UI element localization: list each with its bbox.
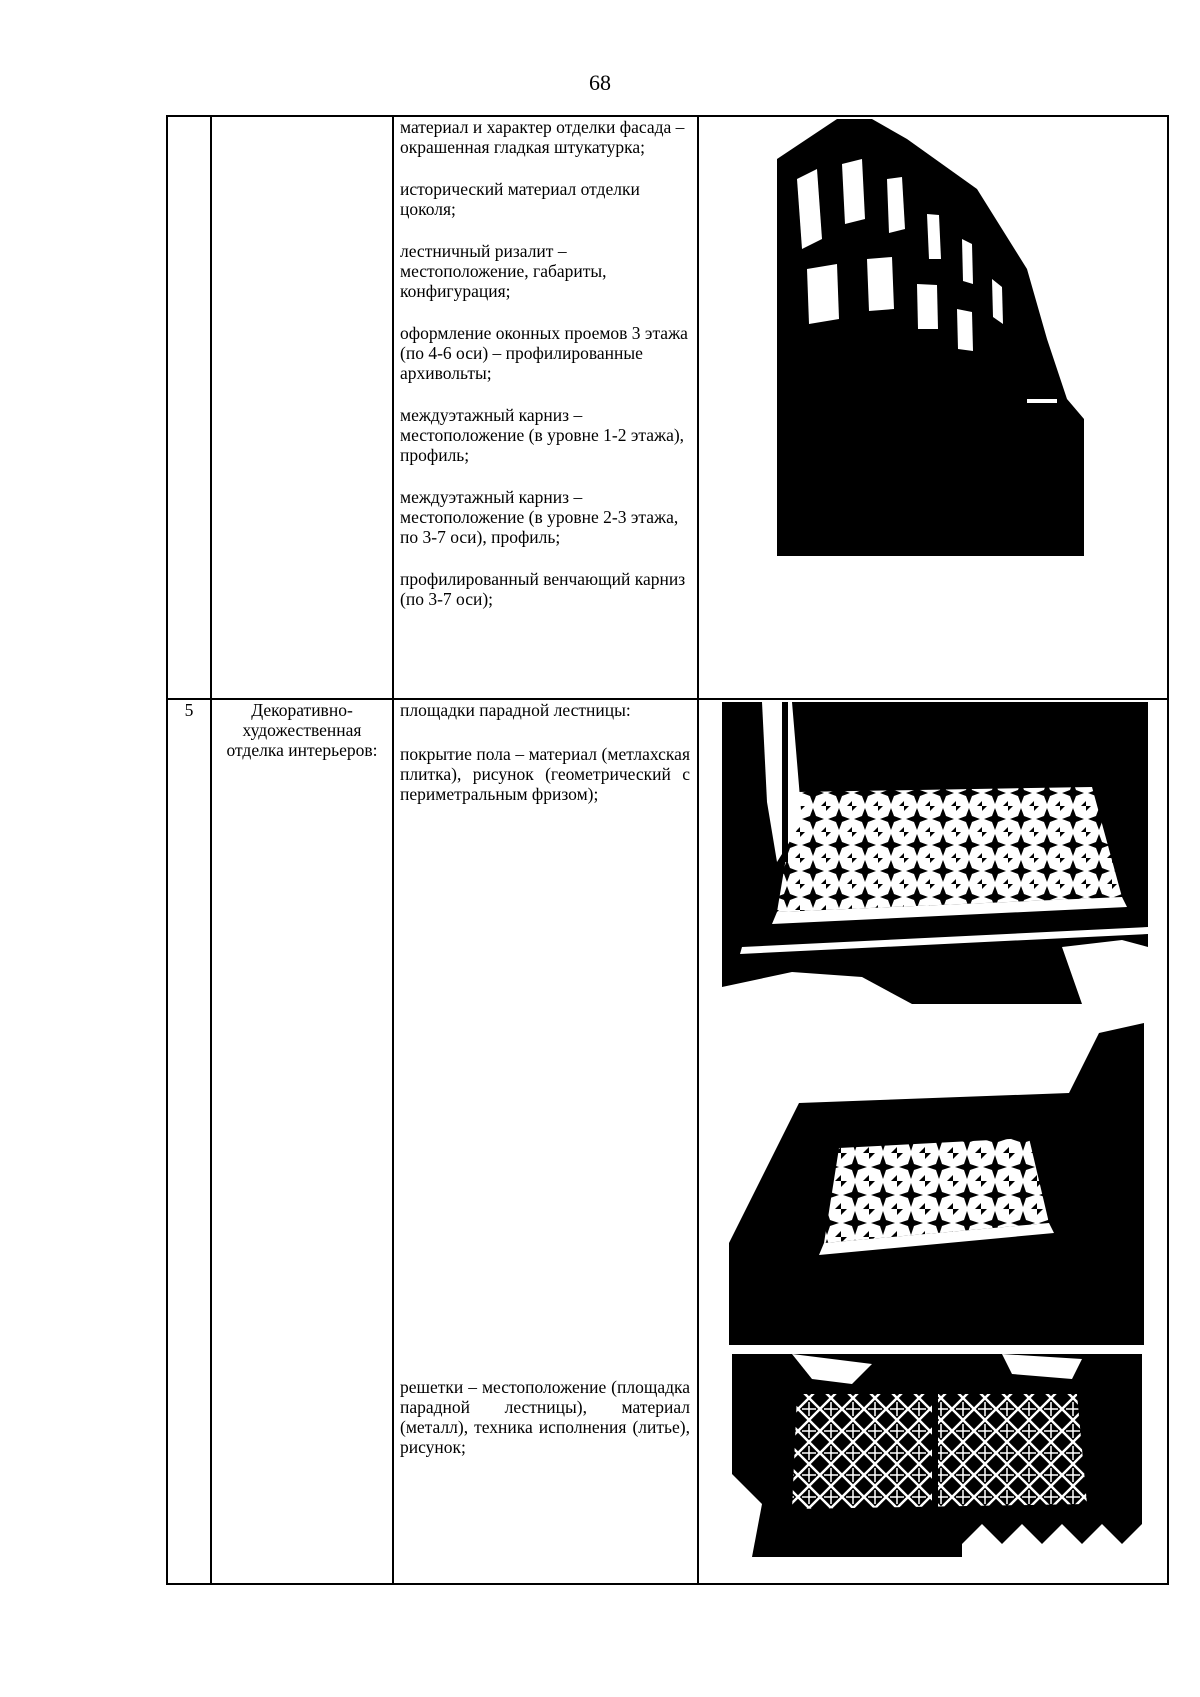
description-item: оформление оконных проемов 3 этажа (по 4-6 оси) – профилированные архивольты; xyxy=(400,323,688,383)
floor-covering-description: покрытие пола – материал (метлахская плитка), рисунок (геометрический с периметральным фризом); xyxy=(400,744,690,804)
staircase-landing-label: площадки парадной лестницы: xyxy=(400,700,631,720)
grilles-description: решетки – местоположение (площадка парадной лестницы), материал (металл), техника исполнения (литье), рисунок; xyxy=(400,1377,690,1457)
description-item: лестничный ризалит – местоположение, габариты, конфигурация; xyxy=(400,241,607,301)
page-number: 68 xyxy=(589,70,611,95)
floor-tile-photo xyxy=(729,1013,1144,1345)
row-number: 5 xyxy=(184,700,194,720)
description-item: материал и характер отделки фасада – окрашенная гладкая штукатурка; xyxy=(400,117,685,157)
floor-tile-photo xyxy=(722,702,1148,1004)
cast-iron-grille-photo xyxy=(732,1354,1142,1557)
description-item: междуэтажный карниз – местоположение (в уровне 2-3 этажа, по 3-7 оси), профиль; xyxy=(400,487,679,547)
description-item: междуэтажный карниз – местоположение (в уровне 1-2 этажа), профиль; xyxy=(400,405,685,465)
protected-items-table xyxy=(166,115,1169,1585)
description-item: исторический материал отделки цоколя; xyxy=(400,179,640,219)
facade-photo xyxy=(777,119,1084,556)
description-item: профилированный венчающий карниз (по 3-7 оси); xyxy=(400,569,686,609)
facade-description-list xyxy=(400,117,690,609)
item-name: Декоративно-художественная отделка интерьеров: xyxy=(226,700,378,760)
